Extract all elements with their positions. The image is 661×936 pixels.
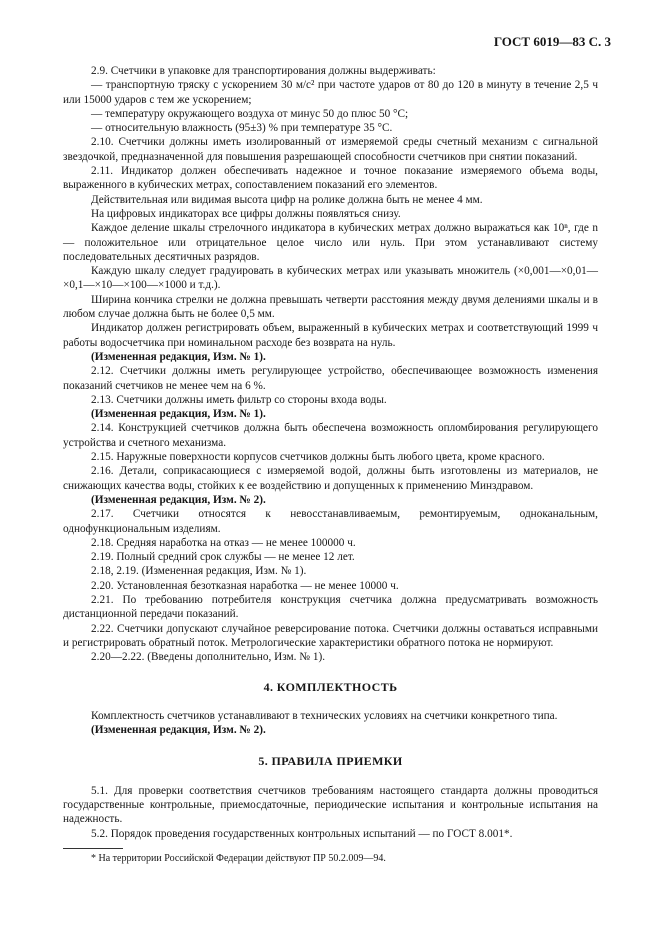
amendment-note: (Измененная редакция, Изм. № 2). <box>91 493 266 506</box>
paragraph: 2.20. Установленная безотказная наработка — не менее 10000 ч. <box>91 579 399 592</box>
paragraph: — транспортную тряску с ускорением 30 м/с² при частоте ударов от 80 до 120 в минуту в течение 2,5 ч или 15000 ударов с тем же ускорением; <box>63 79 598 106</box>
document-body <box>63 64 598 865</box>
paragraph: 2.14. Конструкцией счетчиков должна быть обеспечена возможность опломбирования регулирующего устройства и счетного механизма. <box>63 422 598 449</box>
paragraph: На цифровых индикаторах все цифры должны появляться снизу. <box>91 207 401 220</box>
paragraph: 2.18. Средняя наработка на отказ — не менее 100000 ч. <box>91 536 356 549</box>
paragraph: Действительная или видимая высота цифр на ролике должна быть не менее 4 мм. <box>91 193 483 206</box>
paragraph: 2.19. Полный средний срок службы — не менее 12 лет. <box>91 551 355 564</box>
paragraph: Каждое деление шкалы стрелочного индикатора в кубических метрах должно выражаться как 10ⁿ, где n — положительное или отрицательное целое число или нуль. При этом устанавливают систему последовательных десятичных разрядов. <box>63 222 598 263</box>
footnote-divider <box>63 848 123 849</box>
paragraph: 2.22. Счетчики допускают случайное реверсирование потока. Счетчики должны оставаться исправными и регистрировать обратный поток. Метрологические характеристики обратного потока не нормируют. <box>63 622 598 649</box>
paragraph: 5.1. Для проверки соответствия счетчиков требованиям настоящего стандарта должны проводиться государственные контрольные, приемосдаточные, периодические испытания и контрольные испытания на надежность. <box>63 784 598 826</box>
paragraph: 2.15. Наружные поверхности корпусов счетчиков должны быть любого цвета, кроме красного. <box>91 451 545 464</box>
amendment-note: (Измененная редакция, Изм. № 2). <box>91 724 266 737</box>
paragraph: 2.13. Счетчики должны иметь фильтр со стороны входа воды. <box>91 393 387 406</box>
amendment-note: (Измененная редакция, Изм. № 1). <box>91 408 266 421</box>
paragraph: 2.17. Счетчики относятся к невосстанавливаемым, ремонтируемым, одноканальным, однофункциональным изделиям. <box>63 508 598 535</box>
section-title: 5. ПРАВИЛА ПРИЕМКИ <box>258 754 403 769</box>
page-header: ГОСТ 6019—83 С. 3 <box>493 34 611 49</box>
paragraph: 2.11. Индикатор должен обеспечивать надежное и точное показание измеряемого объема воды, выраженного в кубических метрах, сопоставлением показаний его элементов. <box>63 165 598 192</box>
paragraph: 2.12. Счетчики должны иметь регулирующее устройство, обеспечивающее возможность изменения показаний счетчиков не менее чем на 6 %. <box>63 365 598 392</box>
amendment-note: (Измененная редакция, Изм. № 1). <box>91 350 266 363</box>
footnote: * На территории Российской Федерации действуют ПР 50.2.009—94. <box>91 852 386 864</box>
paragraph: 2.9. Счетчики в упаковке для транспортирования должны выдерживать: <box>91 65 436 77</box>
paragraph: 2.21. По требованию потребителя конструкция счетчика должна предусматривать возможность дистанционной передачи показаний. <box>63 593 598 621</box>
paragraph: — температуру окружающего воздуха от минус 50 до плюс 50 °С; <box>91 107 409 120</box>
paragraph: 2.10. Счетчики должны иметь изолированный от измеряемой среды счетный механизм с сигнальной звездочкой, предназначенной для повышения разрешающей способности счетчиков при снятии показаний. <box>63 136 598 163</box>
paragraph: Каждую шкалу следует градуировать в кубических метрах или указывать множитель (×0,001—×0,01—×0,1—×10—×100—×1000 и т.д.). <box>63 265 598 292</box>
amendment-note: 2.18, 2.19. (Измененная редакция, Изм. № 1). <box>91 565 307 578</box>
paragraph: 5.2. Порядок проведения государственных контрольных испытаний — по ГОСТ 8.001*. <box>91 827 513 840</box>
paragraph: Комплектность счетчиков устанавливают в технических условиях на счетчики конкретного типа. <box>91 709 558 722</box>
section-title: 4. КОМПЛЕКТНОСТЬ <box>263 680 398 695</box>
paragraph: Индикатор должен регистрировать объем, выраженный в кубических метрах и соответствующий 1999 ч работы водосчетчика при номинальном расходе без возврата на нуль. <box>63 322 598 349</box>
paragraph: — относительную влажность (95±3) % при температуре 35 °С. <box>91 122 393 135</box>
amendment-note: 2.20—2.22. (Введены дополнительно, Изм. № 1). <box>91 651 326 664</box>
paragraph: 2.16. Детали, соприкасающиеся с измеряемой водой, должны быть изготовлены из материалов, не снижающих качества воды, стойких к ее воздействию и допущенных к применению Минздравом. <box>63 465 598 492</box>
paragraph: Ширина кончика стрелки не должна превышать четверти расстояния между двумя делениями шкалы и в любом случае должна быть не более 0,5 мм. <box>63 293 598 321</box>
